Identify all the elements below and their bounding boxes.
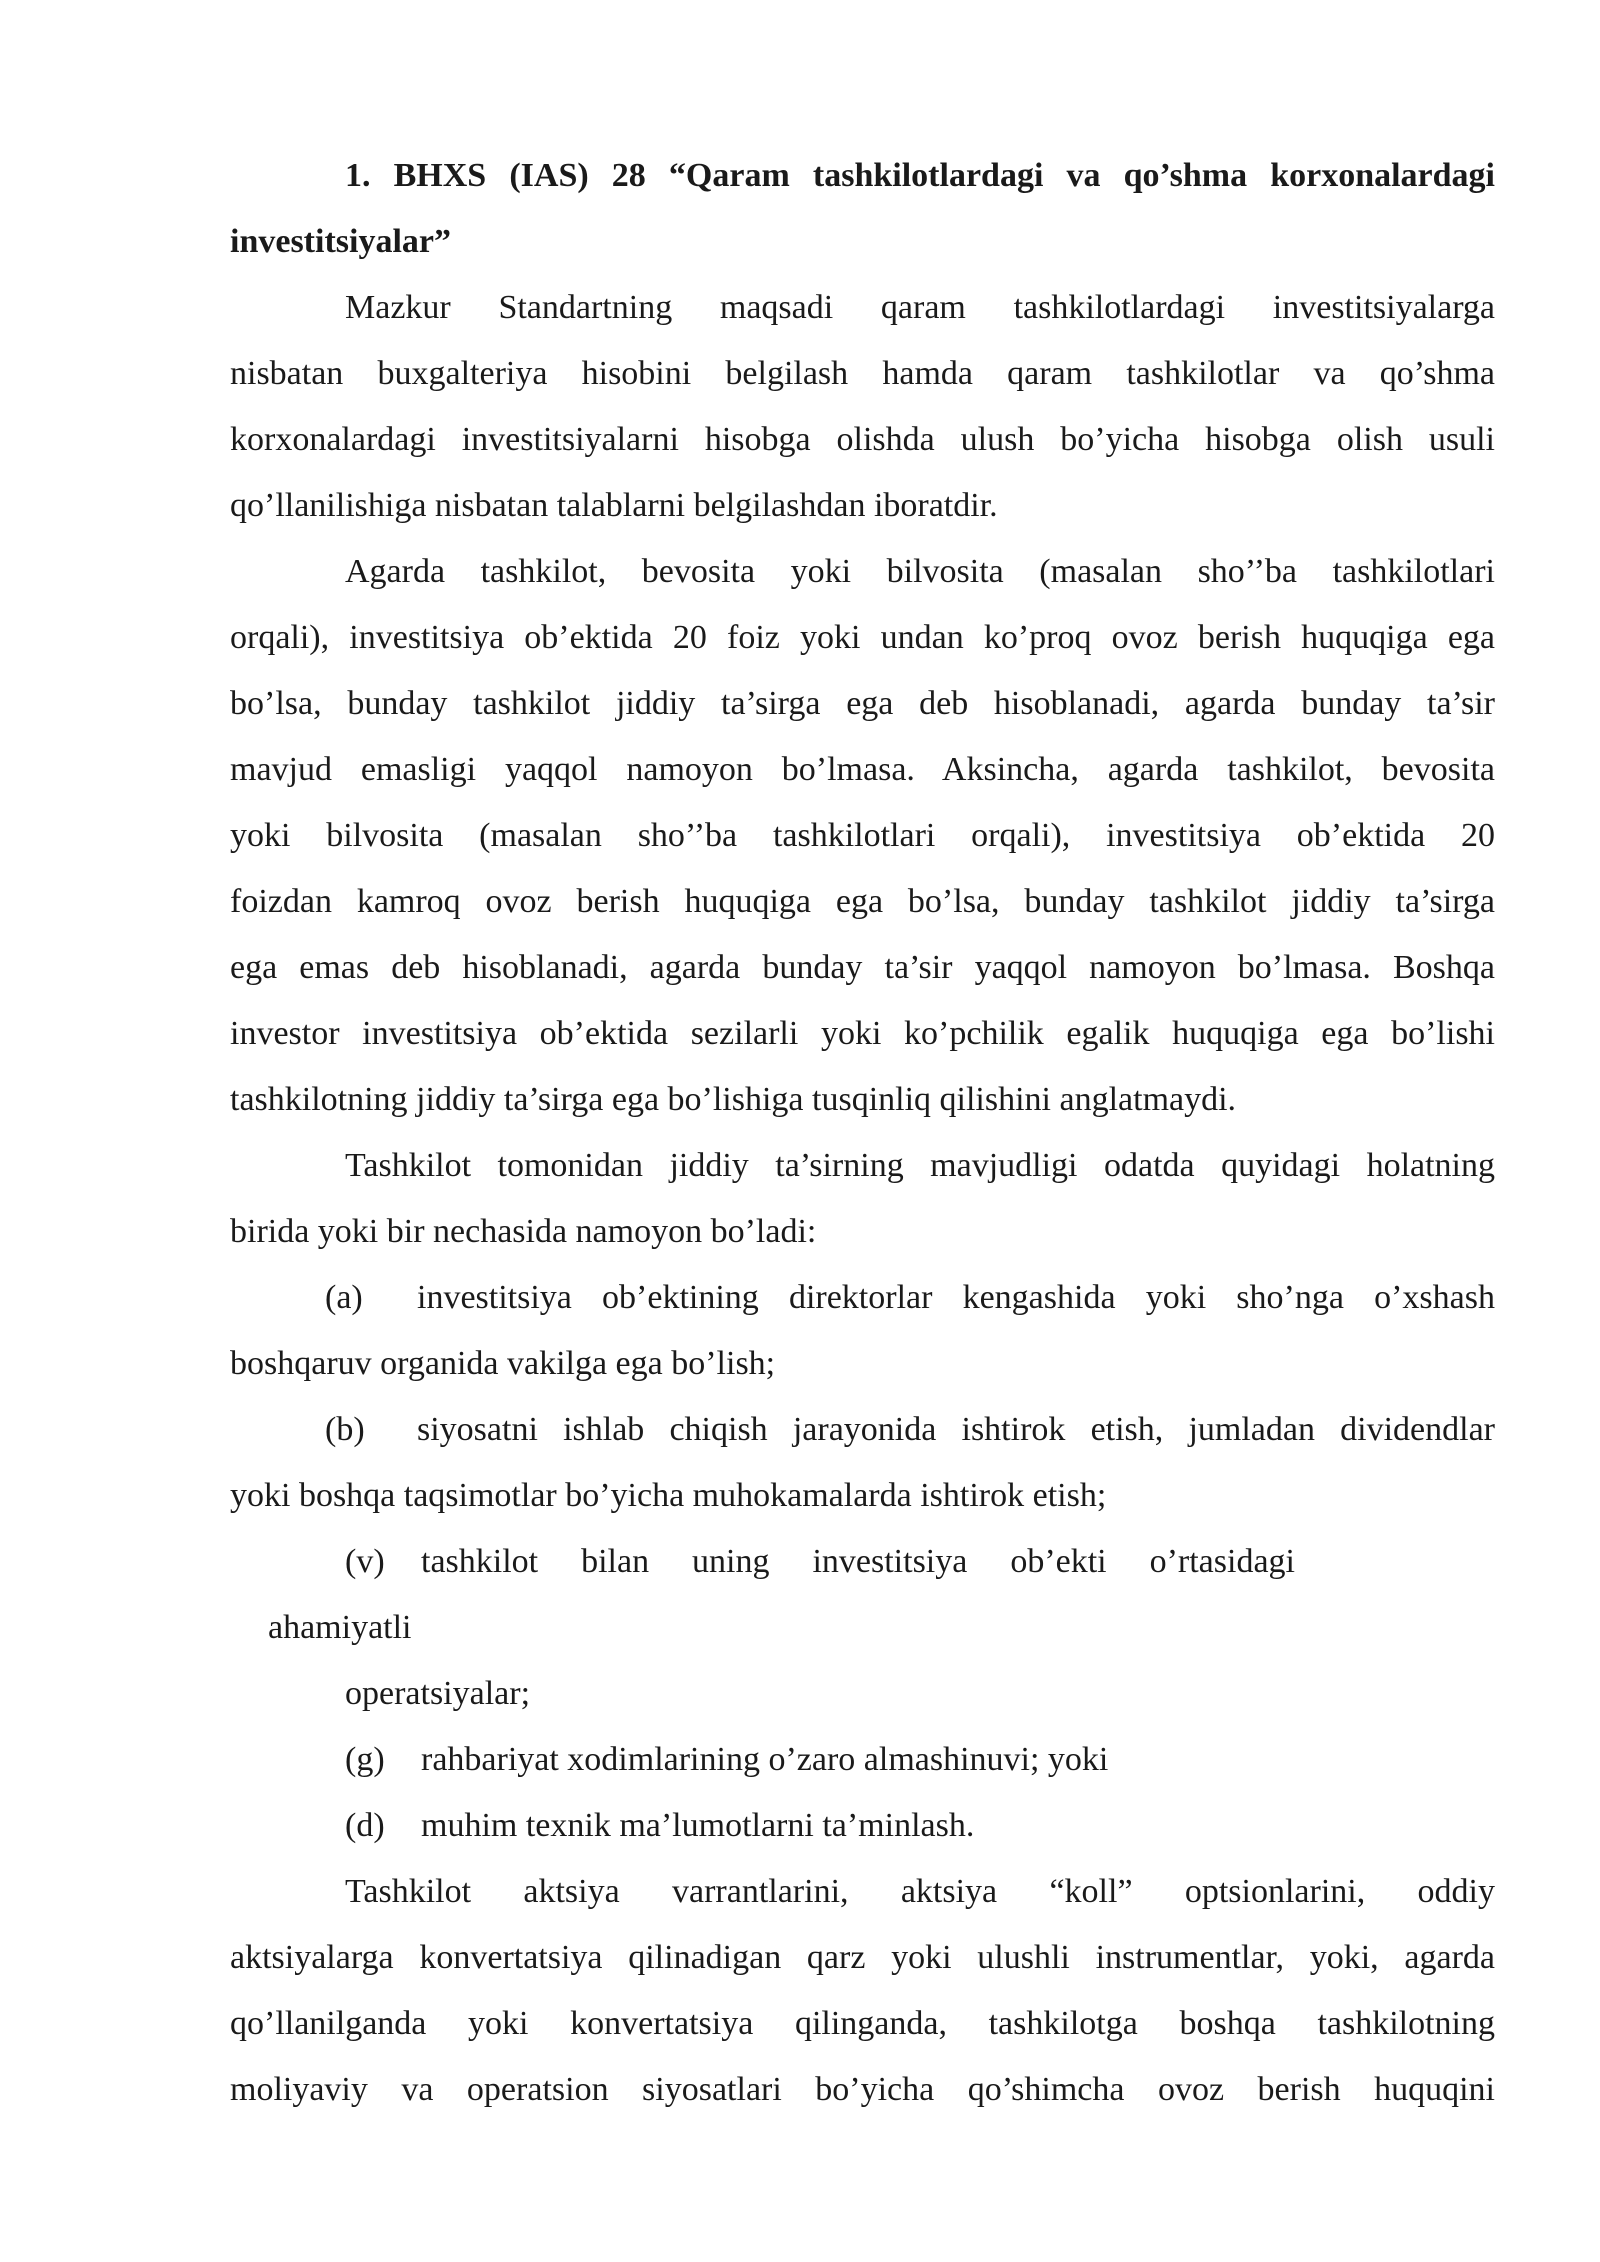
paragraph-4-line: moliyaviy va operatsion siyosatlari bo’yicha qo’shimcha ovoz berish huquqini: [230, 2071, 1495, 2108]
list-item-text: tashkilot bilan uning investitsiya ob’ekti o’rtasidagi: [421, 1543, 1295, 1580]
list-item-continuation: yoki boshqa taqsimotlar bo’yicha muhokamalarda ishtirok etish;: [230, 1477, 1107, 1514]
list-item-text: muhim texnik ma’lumotlarni ta’minlash.: [421, 1807, 975, 1844]
list-item-text: rahbariyat xodimlarining o’zaro almashinuvi; yoki: [421, 1741, 1109, 1778]
paragraph-4-line: qo’llanilganda yoki konvertatsiya qilinganda, tashkilotga boshqa tashkilotning: [230, 2005, 1495, 2042]
paragraph-4-line: Tashkilot aktsiya varrantlarini, aktsiya “koll” optsionlarini, oddiy: [345, 1873, 1495, 1910]
paragraph-4-line: aktsiyalarga konvertatsiya qilinadigan qarz yoki ulushli instrumentlar, yoki, agarda: [230, 1939, 1495, 1976]
list-item-text: investitsiya ob’ektining direktorlar kengashida yoki sho’nga o’xshash: [417, 1279, 1495, 1316]
list-item-label: (g): [345, 1741, 385, 1778]
paragraph-2-line: foizdan kamroq ovoz berish huquqiga ega bo’lsa, bunday tashkilot jiddiy ta’sirga: [230, 883, 1495, 920]
list-item-label: (b): [325, 1411, 365, 1448]
list-item-continuation: ahamiyatli: [268, 1609, 412, 1646]
list-item-g: [345, 1738, 1108, 1782]
paragraph-2-line: investor investitsiya ob’ektida sezilarli yoki ko’pchilik egalik huquqiga ega bo’lishi: [230, 1015, 1495, 1052]
paragraph-2-line: bo’lsa, bunday tashkilot jiddiy ta’sirga ega deb hisoblanadi, agarda bunday ta’sir: [230, 685, 1495, 722]
list-item-label: (d): [345, 1807, 385, 1844]
paragraph-2-line: yoki bilvosita (masalan sho’’ba tashkilotlari orqali), investitsiya ob’ektida 20: [230, 817, 1495, 854]
paragraph-3-line: Tashkilot tomonidan jiddiy ta’sirning mavjudligi odatda quyidagi holatning: [345, 1147, 1495, 1184]
list-item-continuation: boshqaruv organida vakilga ega bo’lish;: [230, 1345, 776, 1382]
list-item-d: [345, 1804, 974, 1848]
paragraph-3-line: birida yoki bir nechasida namoyon bo’ladi:: [230, 1213, 817, 1250]
list-item-v: [345, 1540, 1345, 1584]
list-item-continuation: operatsiyalar;: [345, 1675, 531, 1712]
heading-line-1: 1. BHXS (IAS) 28 “Qaram tashkilotlardagi va qo’shma korxonalardagi: [345, 157, 1495, 194]
paragraph-2-line: ega emas deb hisoblanadi, agarda bunday ta’sir yaqqol namoyon bo’lmasa. Boshqa: [230, 949, 1495, 986]
paragraph-1-line: qo’llanilishiga nisbatan talablarni belgilashdan iboratdir.: [230, 487, 998, 524]
paragraph-2-line: Agarda tashkilot, bevosita yoki bilvosita (masalan sho’’ba tashkilotlari: [345, 553, 1495, 590]
paragraph-2-line: mavjud emasligi yaqqol namoyon bo’lmasa. Aksincha, agarda tashkilot, bevosita: [230, 751, 1495, 788]
paragraph-1-line: korxonalardagi investitsiyalarni hisobga olishda ulush bo’yicha hisobga olish usuli: [230, 421, 1495, 458]
list-item-text: siyosatni ishlab chiqish jarayonida ishtirok etish, jumladan dividendlar: [417, 1411, 1495, 1448]
list-item-label: (v): [345, 1543, 385, 1580]
paragraph-2-line: tashkilotning jiddiy ta’sirga ega bo’lishiga tusqinliq qilishini anglatmaydi.: [230, 1081, 1237, 1118]
list-item-a: [325, 1276, 1495, 1320]
list-item-b: [325, 1408, 1495, 1452]
paragraph-1-line: nisbatan buxgalteriya hisobini belgilash hamda qaram tashkilotlar va qo’shma: [230, 355, 1495, 392]
paragraph-2-line: orqali), investitsiya ob’ektida 20 foiz yoki undan ko’proq ovoz berish huquqiga ega: [230, 619, 1495, 656]
heading-line-2: investitsiyalar”: [230, 223, 451, 260]
paragraph-1-line: Mazkur Standartning maqsadi qaram tashkilotlardagi investitsiyalarga: [345, 289, 1495, 326]
list-item-label: (a): [325, 1279, 363, 1316]
